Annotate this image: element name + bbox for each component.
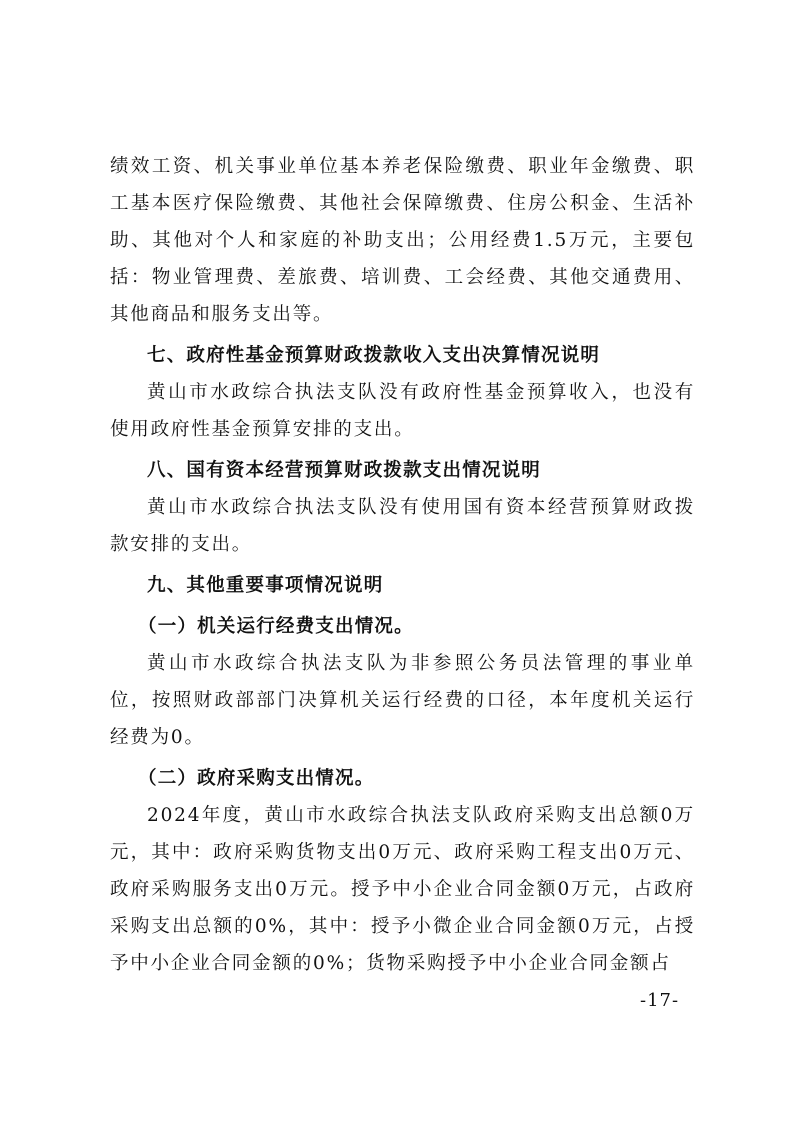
body-paragraph: 黄山市水政综合执法支队没有政府性基金预算收入，也没有使用政府性基金预算安排的支出。 [110,382,695,440]
subsection-heading-1: （一）机关运行经费支出情况。 [138,616,414,637]
body-paragraph: 黄山市水政综合执法支队没有使用国有资本经营预算财政拨款安排的支出。 [110,497,695,555]
section-heading-8: 八、国有资本经营预算财政拨款支出情况说明 [147,460,542,481]
page-number: -17- [640,990,680,1011]
body-paragraph: 黄山市水政综合执法支队为非参照公务员法管理的事业单位，按照财政部部门决算机关运行经费的口径，本年度机关运行经费为0。 [110,653,695,748]
section-heading-7: 七、政府性基金预算财政拨款收入支出决算情况说明 [147,345,601,366]
body-paragraph: 绩效工资、机关事业单位基本养老保险缴费、职业年金缴费、职工基本医疗保险缴费、其他社会保障缴费、住房公积金、生活补助、其他对个人和家庭的补助支出；公用经费1.5万元，主要包括：物业管理费、差旅费、培训费、工会经费、其他交通费用、其他商品和服务支出等。 [110,156,695,325]
section-heading-9: 九、其他重要事项情况说明 [147,575,384,596]
body-paragraph: 2024年度，黄山市水政综合执法支队政府采购支出总额0万元，其中：政府采购货物支出0万元、政府采购工程支出0万元、政府采购服务支出0万元。授予中小企业合同金额0万元，占政府采购支出总额的0%，其中：授予小微企业合同金额0万元，占授予中小企业合同金额的0%；货物采购授予中小企业合同金额占 [110,805,695,974]
document-body [110,148,695,982]
subsection-heading-2: （二）政府采购支出情况。 [138,768,375,789]
